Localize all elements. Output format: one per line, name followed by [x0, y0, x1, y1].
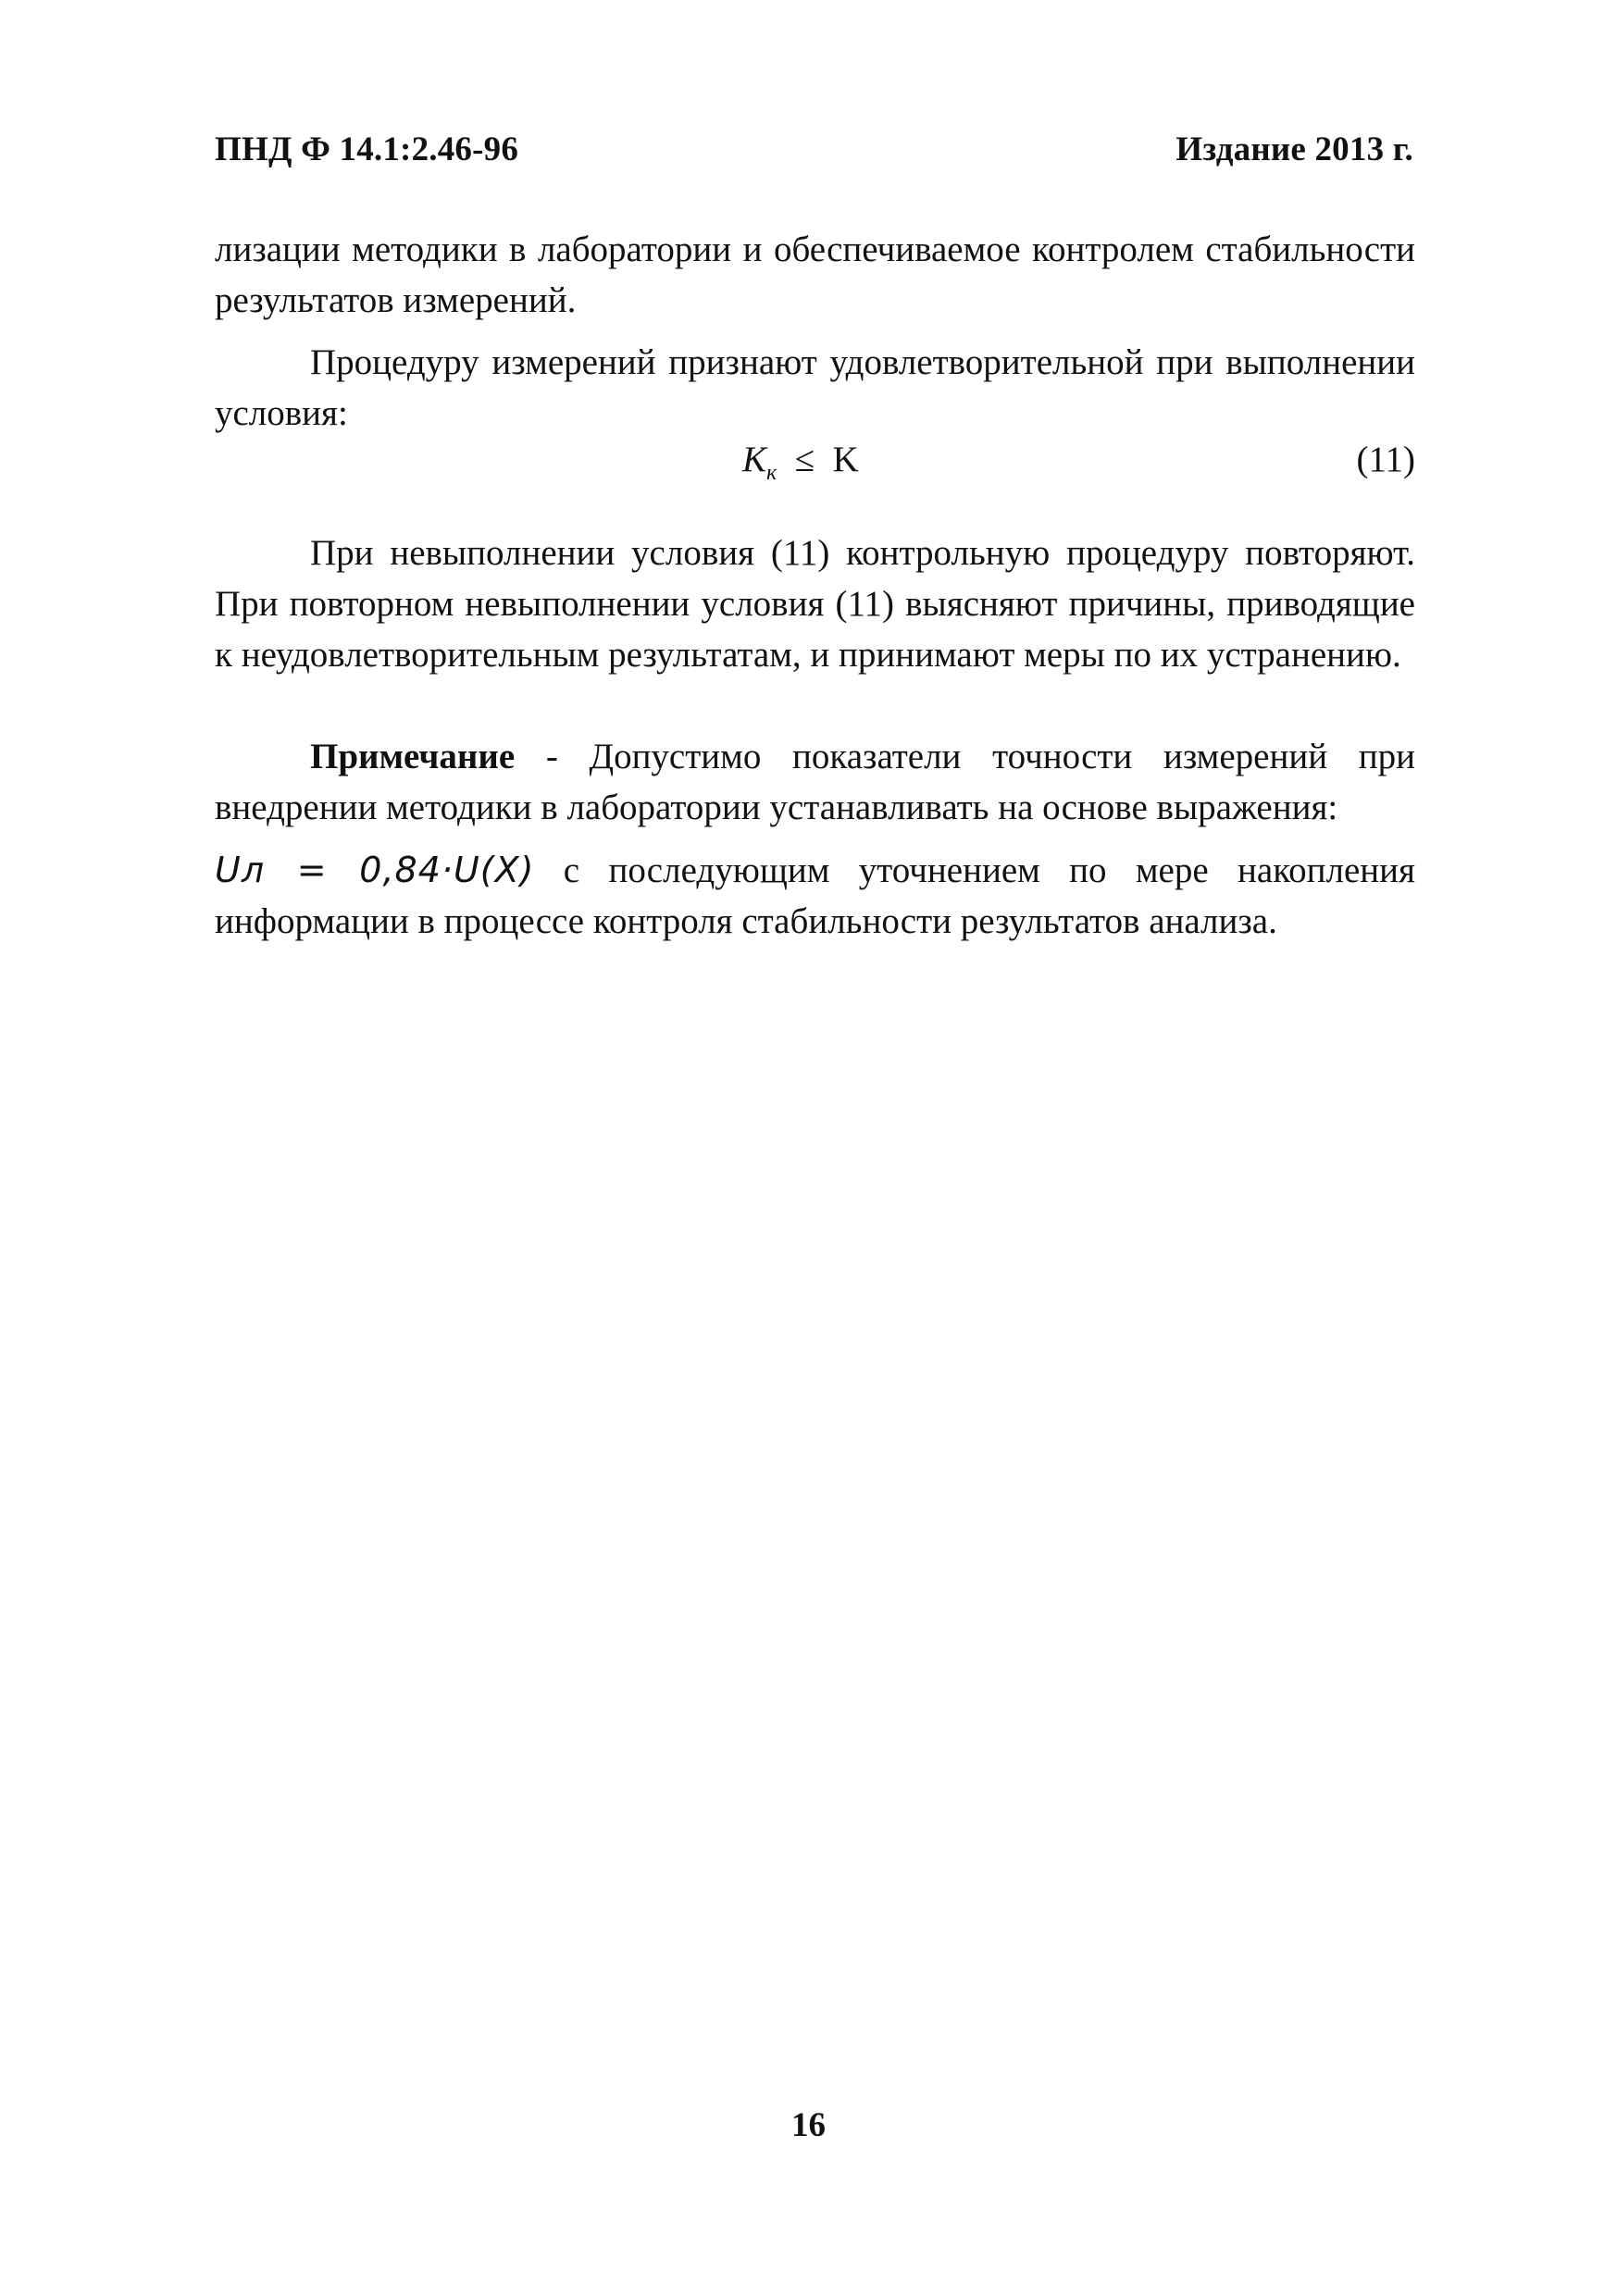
note-paragraph: [215, 731, 1415, 833]
formula-rhs: K: [832, 440, 859, 479]
edition-label: Издание 2013 г.: [1175, 130, 1413, 168]
note-label: Примечание: [310, 737, 516, 776]
formula-expression: [742, 439, 859, 486]
page-number: 16: [791, 2106, 826, 2144]
equation-number: (11): [1356, 440, 1415, 479]
paragraph-text: Процедуру измерений признают удовлетворительной при выполнении условия:: [215, 342, 1415, 433]
formula-ul: Uл = 0,84·U(X): [215, 850, 535, 890]
paragraph-condition: [215, 337, 1415, 439]
paragraph-repeat: [215, 527, 1415, 680]
paragraph-text: При невыполнении условия (11) контрольную процедуру повторяют. При повторном невыполнении условия (11) выясняют причины, приводящие к неудовлетворительным результатам, и принимают меры по их устранению.: [215, 533, 1415, 675]
formula-lhs-symbol: K: [742, 440, 767, 479]
formula-operator: ≤: [794, 440, 815, 479]
paragraph-formula-followup: [215, 845, 1415, 947]
paragraph-text: [215, 845, 1415, 947]
paragraph-continuation: [215, 224, 1415, 326]
document-code: ПНД Ф 14.1:2.46-96: [215, 130, 519, 168]
paragraph-text: лизации методики в лаборатории и обеспечиваемое контролем стабильности результатов измерений.: [215, 230, 1415, 320]
formula-11: [215, 439, 1415, 494]
note-text: - Допустимо показатели точности измерений при внедрении методики в лаборатории устанавливать на основе выражения:: [215, 737, 1415, 827]
formula-lhs-subscript: к: [766, 460, 777, 485]
paragraph-note: [215, 731, 1415, 833]
followup-text: с последующим уточнением по мере накопления информации в процессе контроля стабильности результатов анализа.: [215, 850, 1415, 941]
